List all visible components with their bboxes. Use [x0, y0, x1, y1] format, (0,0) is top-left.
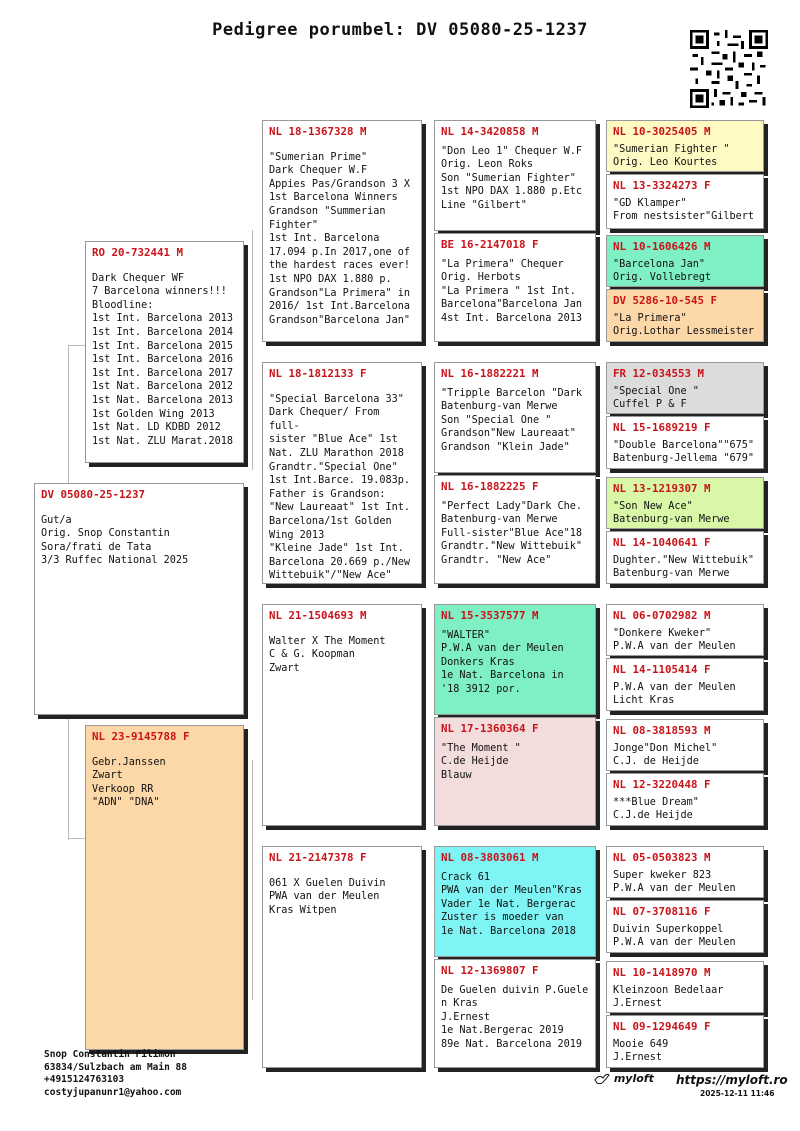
- pigeon-details: Duivin Superkoppel P.W.A van der Meulen: [613, 923, 736, 949]
- pigeon-details: "Sumerian Fighter " Orig. Leo Kourtes: [613, 143, 730, 169]
- ring-number: NL 13-3324273 F: [613, 179, 711, 192]
- pigeon-details: Dark Chequer WF 7 Barcelona winners!!! Bloodline: 1st Int. Barcelona 2013 1st Int. Barcelona 2014 1st Int. Barcelona 2015 1st Int. Barcelona 2016 1st Int. Barcelona 2017 1st Nat. Barcelona 2012 1st Nat. Barcelona 2013 1st Golden Wing 2013 1st Nat. LD KDBD 2012 1st Nat. ZLU Marat.2018: [92, 272, 234, 447]
- pigeon-details: Gebr.Janssen Zwart Verkoop RR "ADN" "DNA": [92, 756, 166, 809]
- owner-address: 63834/Sulzbach am Main 88: [44, 1061, 187, 1073]
- pigeon-details: "Donkere Kweker" P.W.A van der Meulen: [613, 627, 736, 653]
- pigeon-details: "Son New Ace" Batenburg-van Merwe: [613, 500, 730, 526]
- owner-contact: [44, 1049, 187, 1099]
- ring-number: NL 21-2147378 F: [269, 851, 367, 864]
- ring-number: NL 17-1360364 F: [441, 722, 539, 735]
- ring-number: DV 05080-25-1237: [41, 488, 146, 501]
- pigeon-details: 061 X Guelen Duivin PWA van der Meulen Kras Witpen: [269, 877, 386, 916]
- ring-number: NL 07-3708116 F: [613, 905, 711, 918]
- ancestor-card[interactable]: [606, 658, 764, 711]
- pigeon-details: Jonge"Don Michel" C.J. de Heijde: [613, 742, 718, 768]
- ring-number: FR 12-034553 M: [613, 367, 705, 380]
- ancestor-card[interactable]: [606, 235, 764, 287]
- pigeon-details: "Sumerian Prime" Dark Chequer W.F Appies Pas/Grandson 3 X 1st Barcelona Winners Grandson "Summerian Fighter" 1st Int. Barcelona 17.094 p.In 2017,one of the hardest races ever! 1st NPO DAX 1.880 p. Grandson"La Primera" in 2016/ 1st Int.Barcelona Grandson"Barcelona Jan": [269, 151, 411, 326]
- pigeon-details: Gut/a Orig. Snop Constantin Sora/frati de Tata 3/3 Ruffec National 2025: [41, 514, 189, 567]
- great-grandparent-card[interactable]: [434, 717, 596, 826]
- ancestor-card[interactable]: [606, 961, 764, 1013]
- ring-number: NL 08-3803061 M: [441, 851, 539, 864]
- ring-number: DV 5286-10-545 F: [613, 294, 718, 307]
- pigeon-details: Super kweker 823 P.W.A van der Meulen: [613, 869, 736, 895]
- great-grandparent-card[interactable]: [434, 233, 596, 342]
- owner-name: Snop Constantin Filimon: [44, 1049, 176, 1060]
- print-date: 2025-12-11 11:46: [700, 1089, 775, 1098]
- page-title: Pedigree porumbel: DV 05080-25-1237: [212, 20, 588, 40]
- ring-number: NL 16-1882225 F: [441, 480, 539, 493]
- great-grandparent-card[interactable]: [434, 120, 596, 231]
- pigeon-details: "Tripple Barcelon "Dark Batenburg-van Merwe Son "Special One " Grandson"New Laureaat" Grandson "Klein Jade": [441, 387, 583, 453]
- pigeon-details: "Perfect Lady"Dark Che. Batenburg-van Merwe Full-sister"Blue Ace"18 Grandtr."New Wittebuik" Grandtr. "New Ace": [441, 500, 583, 566]
- ancestor-card[interactable]: [606, 773, 764, 826]
- ring-number: BE 16-2147018 F: [441, 238, 539, 251]
- ring-number: NL 12-1369807 F: [441, 964, 539, 977]
- pigeon-icon: [594, 1072, 610, 1086]
- pigeon-details: "WALTER" P.W.A van der Meulen Donkers Kras 1e Nat. Barcelona in '18 3912 por.: [441, 629, 564, 695]
- pigeon-details: Mooie 649 J.Ernest: [613, 1038, 669, 1064]
- ancestor-card[interactable]: [606, 174, 764, 229]
- ring-number: NL 21-1504693 M: [269, 609, 367, 622]
- ring-number: NL 14-1105414 F: [613, 663, 711, 676]
- ring-number: NL 18-1367328 M: [269, 125, 367, 138]
- pigeon-details: "Barcelona Jan" Orig. Vollebregt: [613, 258, 712, 284]
- ring-number: NL 18-1812133 F: [269, 367, 367, 380]
- great-grandparent-card[interactable]: [434, 846, 596, 957]
- logo-text: myloft: [613, 1072, 654, 1085]
- ring-number: NL 05-0503823 M: [613, 851, 711, 864]
- ancestor-card[interactable]: [606, 900, 764, 953]
- great-grandparent-card[interactable]: [434, 604, 596, 715]
- website-link[interactable]: https://myloft.ro: [676, 1073, 788, 1087]
- great-grandparent-card[interactable]: [434, 959, 596, 1068]
- pigeon-details: "La Primera" Orig.Lothar Lessmeister: [613, 312, 755, 338]
- ancestor-card[interactable]: [606, 846, 764, 898]
- pigeon-details: "Don Leo 1" Chequer W.F Orig. Leon Roks Son "Sumerian Fighter" 1st NPO DAX 1.880 p.Etc Line "Gilbert": [441, 145, 583, 211]
- ancestor-card[interactable]: [606, 362, 764, 414]
- pigeon-details: "Special Barcelona 33" Dark Chequer/ From full- sister "Blue Ace" 1st Nat. ZLU Marathon 2018 Grandtr."Special One" 1st Int.Barce. 19.083p. Father is Grandson: "New Laureaat" 1st Int. Barcelona/1st Golden Wing 2013 "Kleine Jade" 1st Int. Barcelona 20.669 p./New Wittebuik"/"New Ace": [269, 393, 411, 582]
- ancestor-card[interactable]: [606, 120, 764, 172]
- ring-number: NL 14-3420858 M: [441, 125, 539, 138]
- pigeon-details: Crack 61 PWA van der Meulen"Kras Vader 1e Nat. Bergerac Zuster is moeder van 1e Nat. Barcelona 2018: [441, 871, 583, 937]
- grandparent-card[interactable]: [262, 120, 422, 342]
- ring-number: NL 10-3025405 M: [613, 125, 711, 138]
- ancestor-card[interactable]: [606, 719, 764, 771]
- grandparent-card[interactable]: [262, 604, 422, 826]
- grandparent-card[interactable]: [262, 846, 422, 1068]
- pigeon-details: P.W.A van der Meulen Licht Kras: [613, 681, 736, 707]
- owner-email[interactable]: costyjupanunr1@yahoo.com: [44, 1086, 182, 1098]
- pigeon-details: ***Blue Dream" C.J.de Heijde: [613, 796, 699, 822]
- ancestor-card[interactable]: [606, 604, 764, 656]
- ring-number: NL 09-1294649 F: [613, 1020, 711, 1033]
- dam-card[interactable]: [85, 725, 244, 1050]
- owner-phone: +4915124763103: [44, 1074, 125, 1085]
- ancestor-card[interactable]: [606, 1015, 764, 1068]
- great-grandparent-card[interactable]: [434, 475, 596, 584]
- ring-number: NL 23-9145788 F: [92, 730, 190, 743]
- ring-number: NL 08-3818593 M: [613, 724, 711, 737]
- pigeon-details: "GD Klamper" From nestsister"Gilbert: [613, 197, 755, 223]
- ancestor-card[interactable]: [606, 289, 764, 342]
- pigeon-details: "The Moment " C.de Heijde Blauw: [441, 742, 521, 781]
- qr-code-icon: [690, 30, 768, 108]
- myloft-logo: [594, 1072, 654, 1086]
- ring-number: NL 15-3537577 M: [441, 609, 539, 622]
- pigeon-details: "Double Barcelona""675" Batenburg-Jellema "679": [613, 439, 755, 465]
- ring-number: RO 20-732441 M: [92, 246, 184, 259]
- pigeon-details: De Guelen duivin P.Guele n Kras J.Ernest 1e Nat.Bergerac 2019 89e Nat. Barcelona 2019: [441, 984, 589, 1050]
- ring-number: NL 10-1418970 M: [613, 966, 711, 979]
- ring-number: NL 10-1606426 M: [613, 240, 711, 253]
- sire-card[interactable]: [85, 241, 244, 463]
- ring-number: NL 13-1219307 M: [613, 482, 711, 495]
- pigeon-details: Walter X The Moment C & G. Koopman Zwart: [269, 635, 386, 674]
- ring-number: NL 15-1689219 F: [613, 421, 711, 434]
- pigeon-details: "Special One " Cuffel P & F: [613, 385, 699, 411]
- grandparent-card[interactable]: [262, 362, 422, 584]
- ancestor-card[interactable]: [606, 531, 764, 584]
- pigeon-details: Kleinzoon Bedelaar J.Ernest: [613, 984, 724, 1010]
- ancestor-card[interactable]: [606, 416, 764, 469]
- great-grandparent-card[interactable]: [434, 362, 596, 473]
- pigeon-details: Dughter."New Wittebuik" Batenburg-van Merwe: [613, 554, 755, 580]
- pigeon-details: "La Primera" Chequer Orig. Herbots "La Primera " 1st Int. Barcelona"Barcelona Jan 4st Int. Barcelona 2013: [441, 258, 583, 324]
- ring-number: NL 12-3220448 F: [613, 778, 711, 791]
- ring-number: NL 16-1882221 M: [441, 367, 539, 380]
- ring-number: NL 06-0702982 M: [613, 609, 711, 622]
- ancestor-card[interactable]: [606, 477, 764, 529]
- subject-card[interactable]: [34, 483, 244, 715]
- ring-number: NL 14-1040641 F: [613, 536, 711, 549]
